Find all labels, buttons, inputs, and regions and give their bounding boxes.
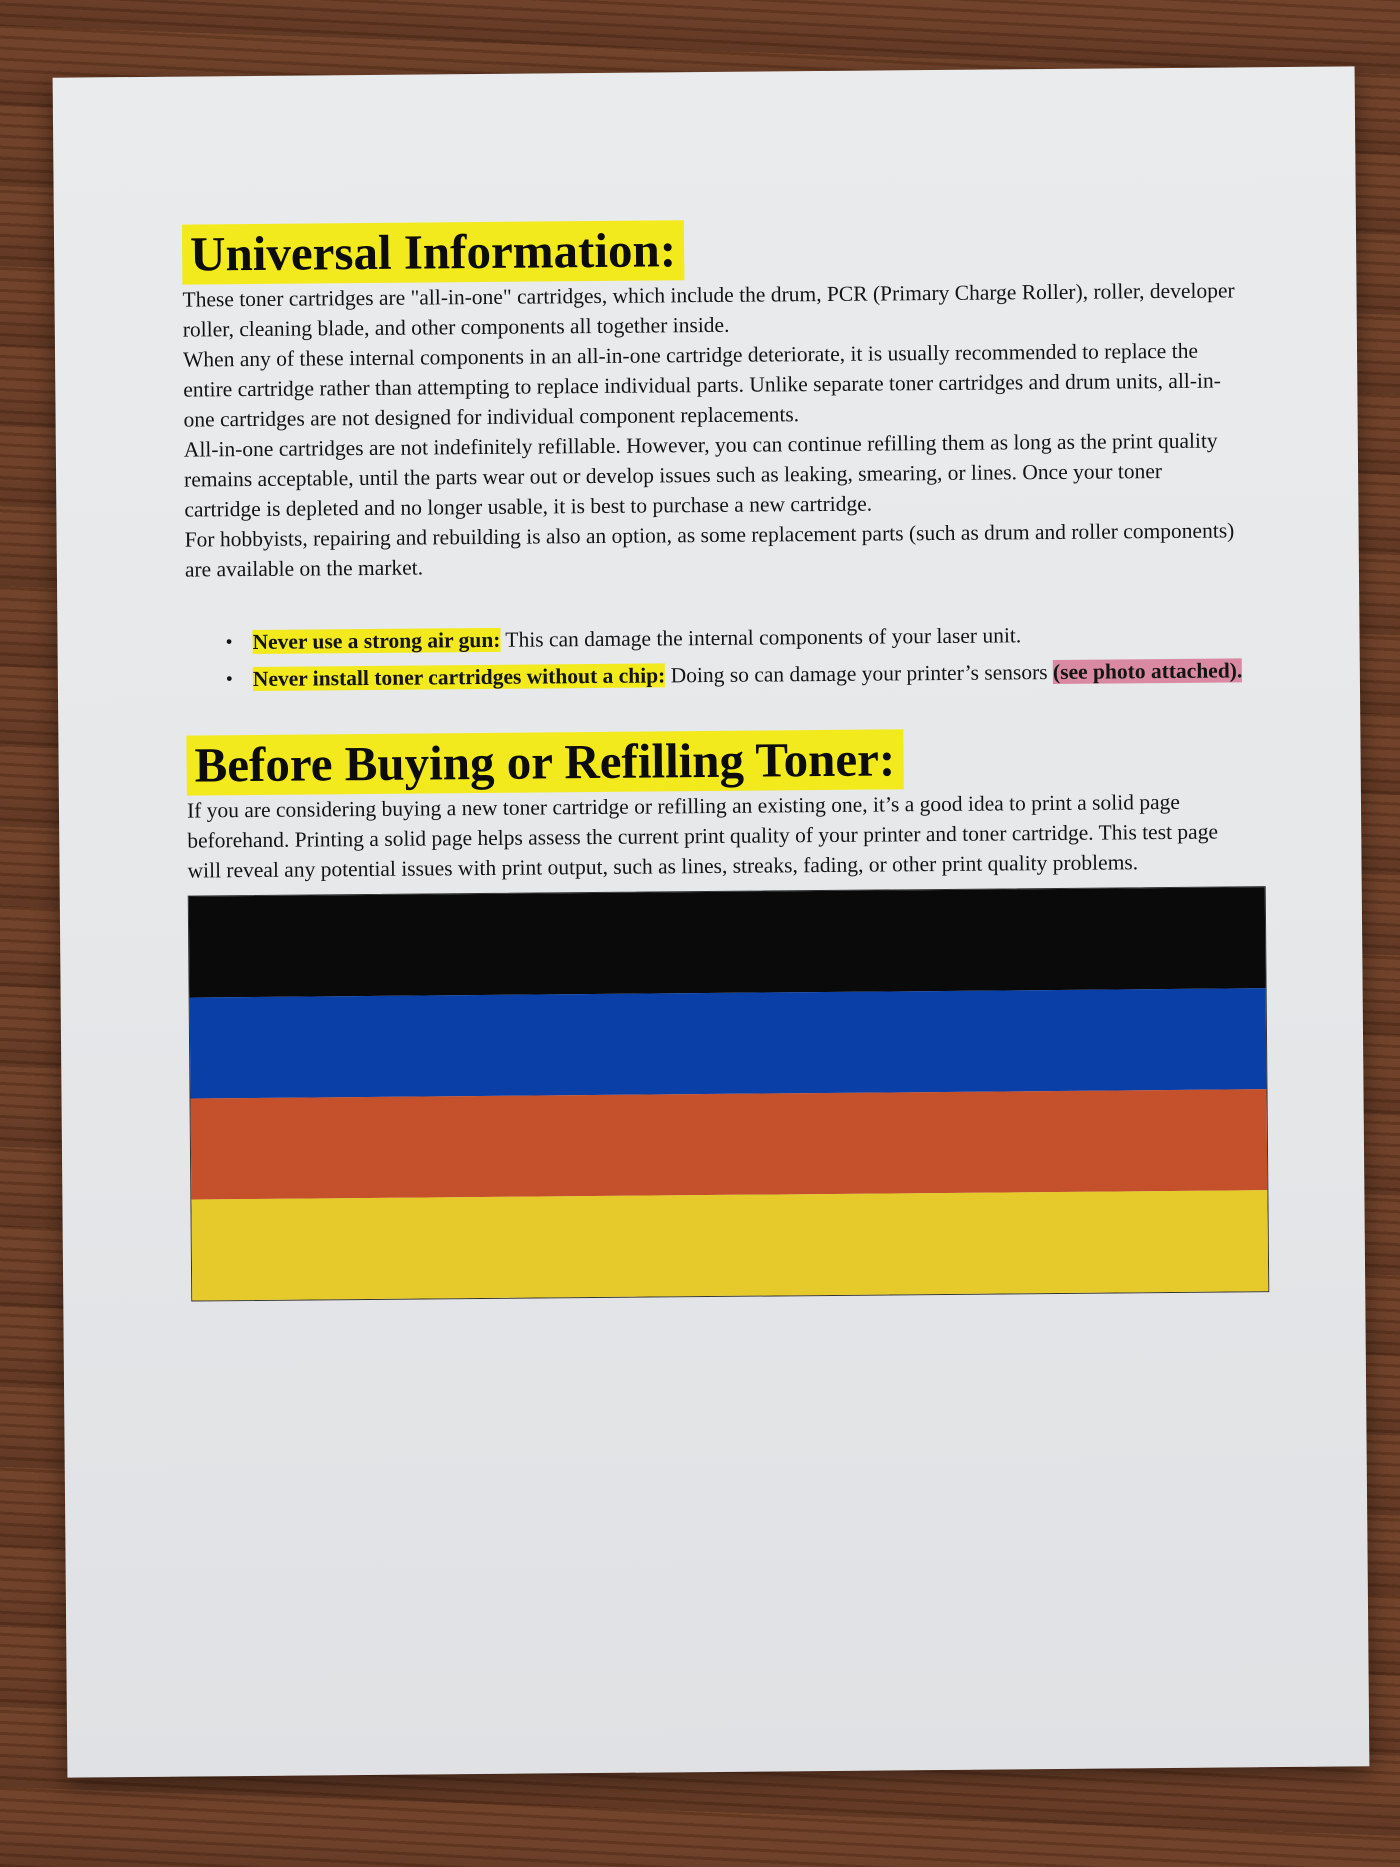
caution-item-chip xyxy=(226,656,1244,693)
before-buying-section xyxy=(186,726,1245,885)
bullet: • xyxy=(225,668,233,691)
caution-item-air-gun xyxy=(225,619,1243,656)
hobbyist-note: For hobbyists, repairing and rebuilding is also an option, as some replacement parts (such as drum and roller components) are available on the market. xyxy=(184,518,1235,582)
blue-stripe xyxy=(190,988,1267,1098)
universal-information-heading: Universal Information: xyxy=(182,220,684,284)
document-content xyxy=(182,215,1249,1301)
yellow-stripe xyxy=(191,1190,1268,1300)
refill-limits: All-in-one cartridges are not indefinitely refillable. However, you can continue refilling them as long as the print quality remains acceptable, until the parts wear out or develop issues such as leaking, smearing, or lines. Once your toner cartridge is depleted and no longer usable, it is best to purchase a new cartridge. xyxy=(183,428,1218,522)
bullet: • xyxy=(225,631,233,654)
solid-color-test-print xyxy=(188,886,1270,1301)
before-buying-heading: Before Buying or Refilling Toner: xyxy=(186,729,903,795)
caution-label: Never use a strong air gun: xyxy=(252,627,501,654)
black-stripe xyxy=(189,887,1266,997)
caution-list xyxy=(185,619,1244,693)
photo-attached-note: (see photo attached). xyxy=(1052,658,1243,685)
replacement-advice: When any of these internal components in an all-in-one cartridge deteriorate, it is usually recommended to replace the entire cartridge rather than attempting to replace individual parts. Unlike separate toner cartridges and drum units, all-in-one cartridges are not designed for individual component replacements. xyxy=(182,338,1221,432)
all-in-one-description: These toner cartridges are "all-in-one" cartridges, which include the drum, PCR (Primary Charge Roller), roller, developer roller, cleaning blade, and other components all together inside. xyxy=(182,278,1235,342)
caution-text: This can damage the internal components of your laser unit. xyxy=(500,623,1022,652)
caution-label: Never install toner cartridges without a chip: xyxy=(252,663,666,691)
printed-sheet xyxy=(53,66,1370,1777)
red-stripe xyxy=(191,1089,1268,1199)
solid-page-advice: If you are considering buying a new toner cartridge or refilling an existing one, it’s a good idea to print a solid page beforehand. Printing a solid page helps assess the current print quality of your printer and toner cartridge. This test page will reveal any potential issues with print output, such as lines, streaks, fading, or other print quality problems. xyxy=(186,789,1219,883)
caution-text: Doing so can damage your printer’s sensors xyxy=(665,660,1054,688)
